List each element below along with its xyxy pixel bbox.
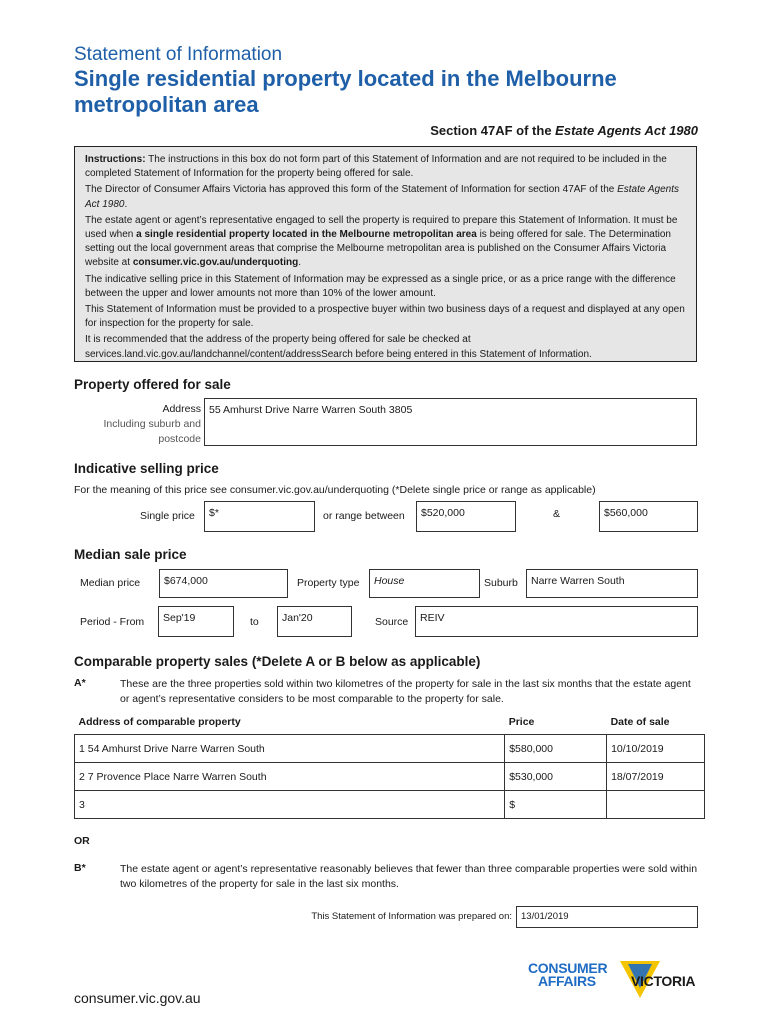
document-title — [74, 66, 714, 118]
table-row — [75, 763, 705, 791]
source-label: Source — [375, 616, 409, 628]
range-label: or range between — [323, 510, 405, 522]
title-line-2: metropolitan area — [74, 92, 259, 117]
single-price-label: Single price — [140, 510, 195, 522]
property-heading: Property offered for sale — [74, 377, 231, 392]
logo-line-affairs: AFFAIRS — [538, 973, 596, 989]
instructions-p2-end: . — [124, 198, 128, 210]
median-price-field[interactable]: $674,000 — [159, 569, 288, 598]
or-label: OR — [74, 835, 90, 847]
address-label-line1: Address — [162, 403, 201, 415]
comparable-price-cell[interactable]: $ — [505, 791, 607, 819]
instructions-p3 — [85, 214, 686, 271]
indicative-heading: Indicative selling price — [74, 461, 219, 476]
suburb-label: Suburb — [484, 577, 518, 589]
instructions-label: Instructions: — [85, 154, 146, 165]
comparable-address-cell[interactable]: 1 54 Amhurst Drive Narre Warren South — [75, 735, 505, 763]
section-reference — [300, 123, 698, 138]
comparable-address-cell[interactable]: 3 — [75, 791, 505, 819]
table-row — [75, 735, 705, 763]
comparable-price-cell[interactable]: $580,000 — [505, 735, 607, 763]
address-label-line2: Including suburb and — [103, 418, 201, 430]
underquoting-link[interactable]: consumer.vic.gov.au/underquoting — [132, 257, 299, 269]
option-b-label: B* — [74, 862, 86, 874]
instructions-p3b: is being offered for sale. The Determination setting out the local government areas that comprise the Melbourne metropolitan area is published on the Consumer Affairs Victoria website at — [85, 229, 671, 269]
period-to-field[interactable]: Jan'20 — [277, 606, 352, 637]
single-price-field[interactable]: $* — [204, 501, 315, 532]
prepared-label: This Statement of Information was prepared on: — [311, 911, 512, 922]
range-low-field[interactable]: $520,000 — [416, 501, 516, 532]
instructions-p1 — [85, 153, 686, 181]
section-prefix: Section 47AF of the — [430, 123, 556, 138]
address-field[interactable]: 55 Amhurst Drive Narre Warren South 3805 — [204, 398, 697, 446]
col-address-header: Address of comparable property — [78, 716, 241, 728]
range-high-field[interactable]: $560,000 — [599, 501, 698, 532]
title-line-1: Single residential property located in the Melbourne — [74, 66, 617, 91]
comparable-date-cell[interactable] — [607, 791, 705, 819]
range-ampersand: & — [553, 508, 561, 520]
property-type-field[interactable]: House — [369, 569, 480, 598]
median-heading: Median sale price — [74, 547, 187, 562]
instructions-p3c: . — [298, 257, 301, 269]
option-a-label: A* — [74, 677, 86, 689]
period-label: Period - From — [80, 616, 145, 628]
instructions-p1-text: The instructions in this box do not form part of this Statement of Information and are not required to be included in the completed Statement of Information for the property being offered for sale. — [85, 154, 667, 180]
option-b-text: The estate agent or agent’s representative reasonably believes that fewer than three comparable properties were sold within two kilometres of the property for sale in the last six months. — [120, 863, 698, 890]
suburb-field[interactable]: Narre Warren South — [526, 569, 698, 598]
comparable-price-cell[interactable]: $530,000 — [505, 763, 607, 791]
period-to-label: to — [250, 616, 259, 628]
property-type-label: Property type — [297, 577, 360, 589]
col-price-header: Price — [508, 716, 535, 728]
instructions-box — [74, 146, 697, 362]
address-label — [74, 402, 201, 447]
instructions-p6: It is recommended that the address of the property being offered for sale be checked at services.land.vic.gov.au/landchannel/content/addressSearch before being entered in this Statement of Information. — [85, 334, 592, 360]
comparable-heading: Comparable property sales (*Delete A or B below as applicable) — [74, 654, 481, 669]
col-date-header: Date of sale — [610, 716, 670, 728]
instructions-p3-bold: a single residential property located in the Melbourne metropolitan area — [136, 229, 477, 241]
median-price-label: Median price — [80, 577, 141, 589]
comparable-address-cell[interactable]: 2 7 Provence Place Narre Warren South — [75, 763, 505, 791]
instructions-p4: The indicative selling price in this Statement of Information may be expressed as a single price, or as a price range with the difference between the upper and lower amounts not more than 10% of the lower amount. — [85, 273, 676, 299]
logo-line-consumer: CONSUMER — [528, 960, 608, 976]
section-act: Estate Agents Act 1980 — [555, 123, 698, 138]
logo-line-victoria: VICTORIA — [631, 973, 696, 989]
source-field[interactable]: REIV — [415, 606, 698, 637]
document-kicker: Statement of Information — [74, 44, 283, 65]
footer-url[interactable]: consumer.vic.gov.au — [74, 990, 201, 1006]
address-label-line3: postcode — [158, 433, 201, 445]
instructions-p5: This Statement of Information must be provided to a prospective buyer within two business days of a request and displayed at any open for inspection for the property for sale. — [85, 304, 685, 330]
instructions-p2-text: The Director of Consumer Affairs Victoria has approved this form of the Statement of Information for section 47AF of the — [85, 184, 618, 196]
period-from-field[interactable]: Sep'19 — [158, 606, 234, 637]
table-row — [75, 791, 705, 819]
comparable-header-row — [75, 716, 705, 735]
comparable-table — [74, 716, 705, 819]
instructions-p3a: The estate agent or agent’s representative engaged to sell the property is required to prepare this Statement of Information. It must be used when — [85, 214, 678, 241]
instructions-p2-act: Estate Agents Act 1980 — [85, 184, 679, 210]
prepared-date-field[interactable]: 13/01/2019 — [516, 906, 698, 928]
comparable-date-cell[interactable]: 18/07/2019 — [607, 763, 705, 791]
consumer-affairs-victoria-logo — [528, 958, 703, 1010]
option-a-text: These are the three properties sold within two kilometres of the property for sale in the last six months that the estate agent or agent’s representative considers to be most comparable to the property for sale. — [120, 678, 691, 705]
comparable-date-cell[interactable]: 10/10/2019 — [607, 735, 705, 763]
instructions-p2 — [85, 183, 686, 211]
indicative-note: For the meaning of this price see consumer.vic.gov.au/underquoting (*Delete single price or range as applicable) — [74, 484, 596, 496]
